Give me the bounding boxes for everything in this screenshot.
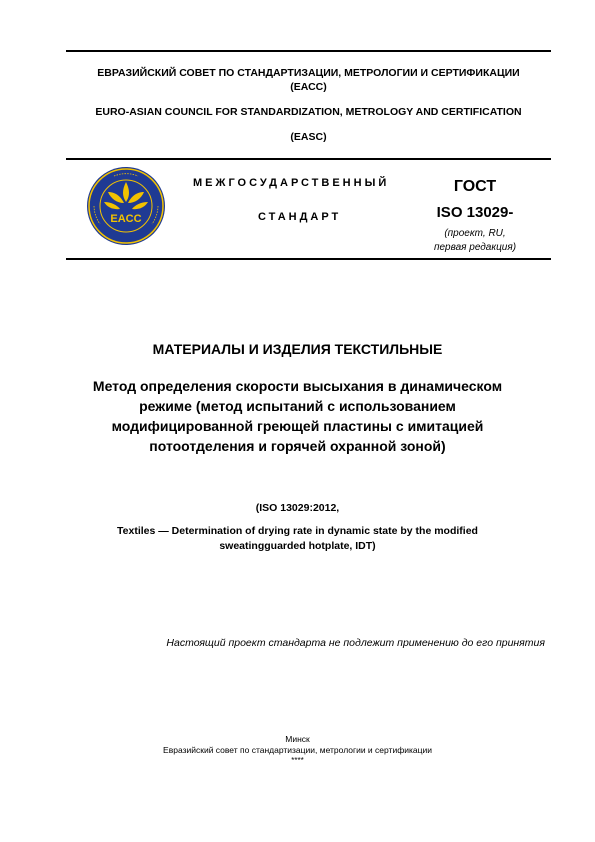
council-abbr-ru: (ЕАСС) (290, 81, 327, 93)
footer-stars: **** (291, 756, 304, 765)
subtitle-line-2: режиме (метод испытаний с использованием (139, 398, 456, 414)
subtitle-line-3: модифицированной греющей пластины с имитацией (111, 418, 484, 434)
standard-type-line1: МЕЖГОСУДАРСТВЕННЫЙ (193, 177, 390, 189)
council-abbr-en: (EASC) (290, 131, 327, 143)
draft-notice: Настоящий проект стандарта не подлежит применению до его принятия (166, 637, 545, 649)
subtitle-line-1: Метод определения скорости высыхания в динамическом (92, 378, 503, 394)
document-title: МАТЕРИАЛЫ И ИЗДЕЛИЯ ТЕКСТИЛЬНЫЕ (152, 341, 443, 357)
publication-city: Минск (285, 734, 310, 744)
gost-number: ISO 13029- (436, 204, 514, 221)
header-rule (66, 158, 551, 160)
council-name-ru: ЕВРАЗИЙСКИЙ СОВЕТ ПО СТАНДАРТИЗАЦИИ, МЕТРОЛОГИИ И СЕРТИФИКАЦИИ (97, 67, 520, 79)
source-title-line-1: Textiles — Determination of drying rate in dynamic state by the modified (117, 525, 478, 537)
gost-prefix: ГОСТ (453, 178, 497, 195)
designation-rule (66, 258, 551, 260)
council-name-en: EURO-ASIAN COUNCIL FOR STANDARDIZATION, METROLOGY AND CERTIFICATION (95, 106, 522, 118)
svg-text:EACC: EACC (110, 213, 142, 225)
standard-type-line2: СТАНДАРТ (258, 211, 342, 223)
document-subtitle (60, 376, 535, 456)
source-title-line-2: sweatingguarded hotplate, IDT) (219, 540, 376, 552)
source-title (60, 524, 535, 554)
easc-emblem-icon (86, 166, 166, 246)
draft-status-line1: (проект, RU, (444, 228, 506, 239)
draft-status-line2: первая редакция) (433, 242, 517, 253)
source-reference: (ISO 13029:2012, (255, 502, 340, 514)
publisher-name: Евразийский совет по стандартизации, метрологии и сертификации (163, 745, 432, 755)
top-rule (66, 50, 551, 52)
subtitle-line-4: потоотделения и горячей охранной зоной) (149, 438, 446, 454)
